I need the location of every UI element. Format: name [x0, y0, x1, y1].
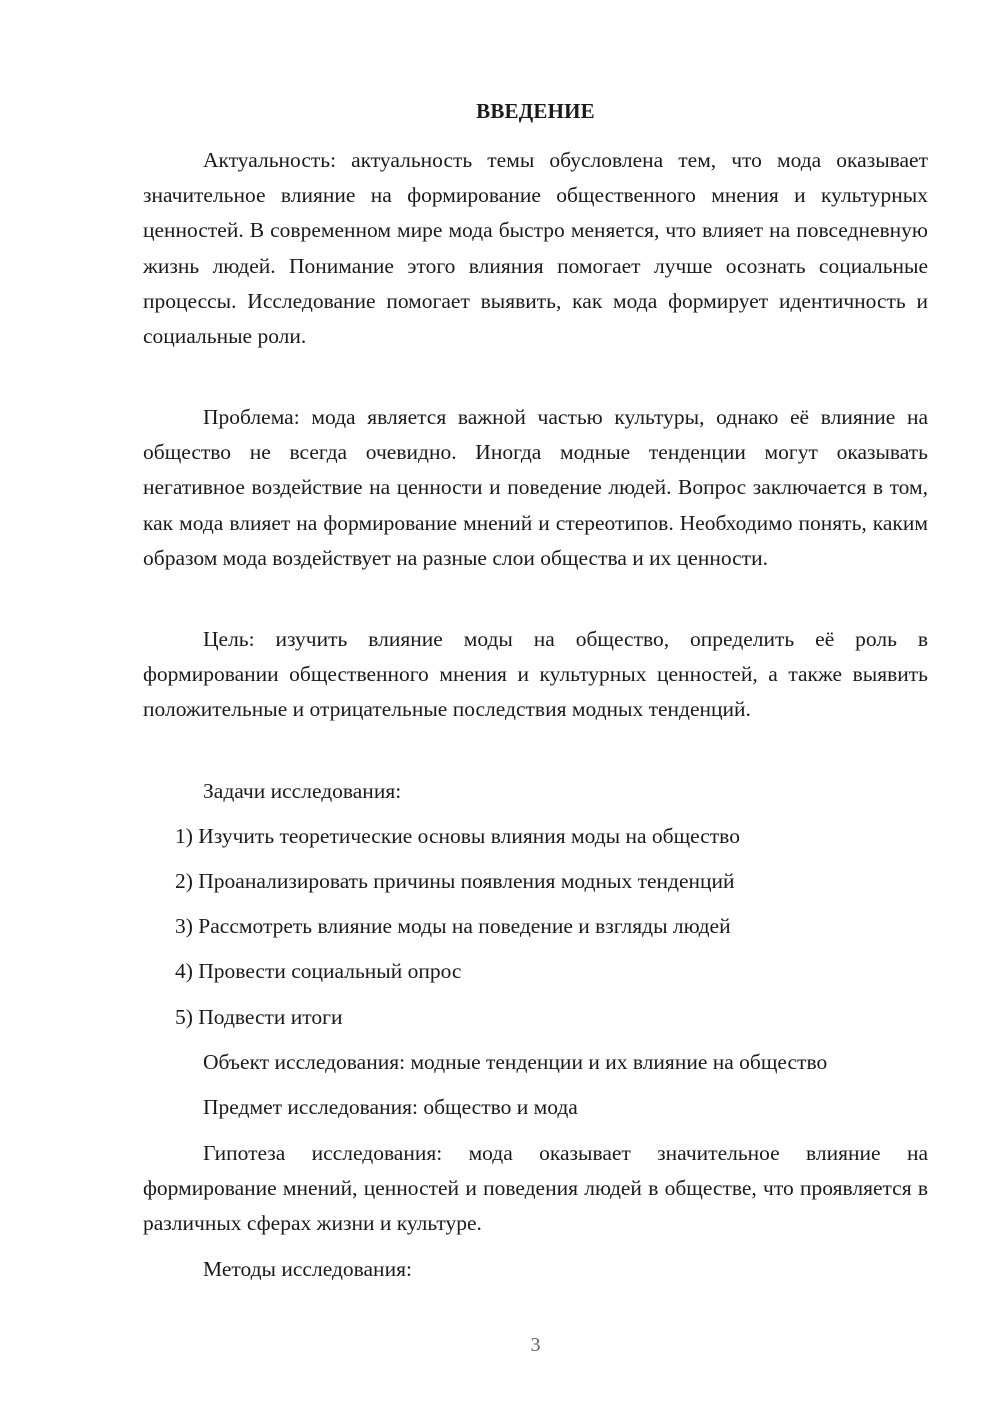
task-item-5: 5) Подвести итоги: [175, 1005, 343, 1029]
relevance-paragraph: Актуальность: актуальность темы обусловлена тем, что мода оказывает значительное влияние на формирование общественного мнения и культурных ценностей. В современном мире мода быстро меняется, что влияет на повседневную жизнь людей. Понимание этого влияния помогает лучше осознать социальные процессы. Исследование помогает выявить, как мода формирует идентичность и социальные роли.: [143, 148, 928, 349]
methods-heading: Методы исследования:: [203, 1257, 412, 1281]
task-item-3: 3) Рассмотреть влияние моды на поведение и взгляды людей: [175, 914, 731, 938]
task-item-1: 1) Изучить теоретические основы влияния моды на общество: [175, 824, 740, 848]
goal-paragraph: Цель: изучить влияние моды на общество, определить её роль в формировании общественного мнения и культурных ценностей, а также выявить положительные и отрицательные последствия модных тенденций.: [143, 627, 928, 722]
research-subject: Предмет исследования: общество и мода: [203, 1095, 578, 1119]
task-item-4: 4) Провести социальный опрос: [175, 959, 462, 983]
research-object: Объект исследования: модные тенденции и их влияние на общество: [203, 1050, 828, 1074]
document-page: [143, 0, 928, 1414]
tasks-heading: Задачи исследования:: [203, 779, 402, 803]
task-item-2: 2) Проанализировать причины появления модных тенденций: [175, 869, 735, 893]
hypothesis-paragraph: Гипотеза исследования: мода оказывает значительное влияние на формирование мнений, ценностей и поведения людей в обществе, что проявляется в различных сферах жизни и культуре.: [143, 1141, 928, 1236]
page-title: ВВЕДЕНИЕ: [476, 99, 595, 123]
page-number: 3: [530, 1334, 541, 1356]
problem-paragraph: Проблема: мода является важной частью культуры, однако её влияние на общество не всегда очевидно. Иногда модные тенденции могут оказывать негативное воздействие на ценности и поведение людей. Вопрос заключается в том, как мода влияет на формирование мнений и стереотипов. Необходимо понять, каким образом мода воздействует на разные слои общества и их ценности.: [143, 405, 928, 570]
